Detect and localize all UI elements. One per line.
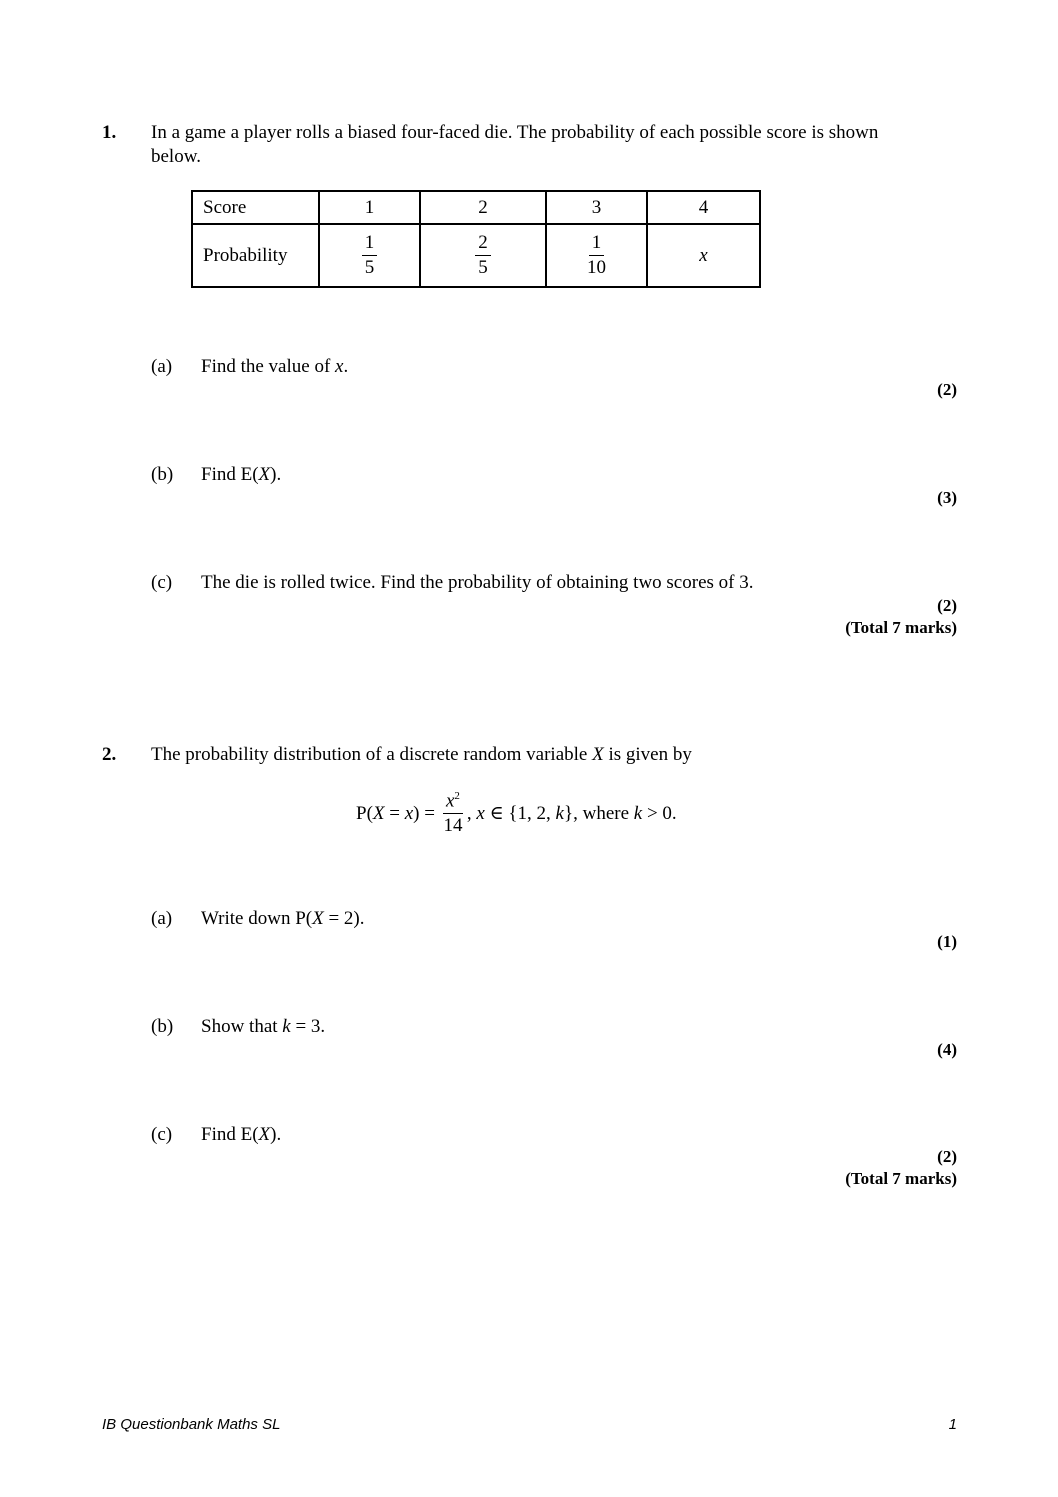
probability-cell xyxy=(420,224,546,287)
score-cell: 4 xyxy=(647,191,760,224)
fraction xyxy=(587,233,606,279)
formula-denominator: 14 xyxy=(443,815,463,837)
q1-part-b-text: Find E(X). xyxy=(201,464,282,485)
fraction xyxy=(475,233,491,279)
q2-part-b-marks: (4) xyxy=(937,1040,957,1059)
q2-part-c-label: (c) xyxy=(151,1124,173,1145)
score-cell: 2 xyxy=(420,191,546,224)
q2-part-b-text: Show that k = 3. xyxy=(201,1016,326,1037)
probability-row xyxy=(192,224,760,287)
page-number: 1 xyxy=(948,1416,957,1433)
score-cell: 3 xyxy=(546,191,647,224)
q2-part-a-text: Write down P(X = 2). xyxy=(201,908,365,929)
probability-cell xyxy=(319,224,420,287)
q1-intro-line2: below. xyxy=(151,146,201,167)
probability-cell-unknown: x xyxy=(647,224,760,287)
fraction-denominator: 5 xyxy=(364,256,375,278)
fraction-numerator: 2 xyxy=(475,233,491,256)
probability-label: Probability xyxy=(192,224,319,287)
formula-fraction xyxy=(443,790,463,837)
q2-part-c-marks: (2) xyxy=(937,1147,957,1166)
q2-part-b-label: (b) xyxy=(151,1016,174,1037)
fraction-numerator: 1 xyxy=(589,233,605,256)
q2-formula xyxy=(356,790,677,837)
q2-total-marks: (Total 7 marks) xyxy=(845,1169,957,1188)
q1-part-c-marks: (2) xyxy=(937,596,957,615)
q1-intro-line1: In a game a player rolls a biased four-faced die. The probability of each possible score is shown xyxy=(151,122,879,143)
q1-part-c-text: The die is rolled twice. Find the probability of obtaining two scores of 3. xyxy=(201,572,754,593)
fraction-numerator: 1 xyxy=(362,233,378,256)
q1-total-marks: (Total 7 marks) xyxy=(845,618,957,637)
fraction-denominator: 5 xyxy=(478,256,488,278)
formula-rhs: , x ∈ {1, 2, k}, where k > 0. xyxy=(466,803,677,825)
q1-part-b-label: (b) xyxy=(151,464,174,485)
q1-part-a-label: (a) xyxy=(151,356,173,377)
probability-table xyxy=(191,190,761,288)
score-label: Score xyxy=(192,191,319,224)
q1-part-b-marks: (3) xyxy=(937,488,957,507)
q1-part-c-label: (c) xyxy=(151,572,173,593)
fraction-denominator: 10 xyxy=(587,256,606,278)
formula-numerator: $x^2$ xyxy=(443,790,463,814)
q1-number: 1. xyxy=(102,122,117,143)
q2-intro: The probability distribution of a discrete random variable X is given by xyxy=(151,744,692,765)
fraction xyxy=(362,233,378,279)
score-row xyxy=(192,191,760,224)
score-cell: 1 xyxy=(319,191,420,224)
probability-cell xyxy=(546,224,647,287)
footer-title: IB Questionbank Maths SL xyxy=(102,1416,281,1433)
q2-number: 2. xyxy=(102,744,117,765)
q1-part-a-marks: (2) xyxy=(937,380,957,399)
q1-part-a-text: Find the value of x. xyxy=(201,356,349,377)
q2-part-c-text: Find E(X). xyxy=(201,1124,282,1145)
q2-part-a-label: (a) xyxy=(151,908,173,929)
formula-lhs: P(X = x) = xyxy=(356,802,435,824)
q2-part-a-marks: (1) xyxy=(937,932,957,951)
